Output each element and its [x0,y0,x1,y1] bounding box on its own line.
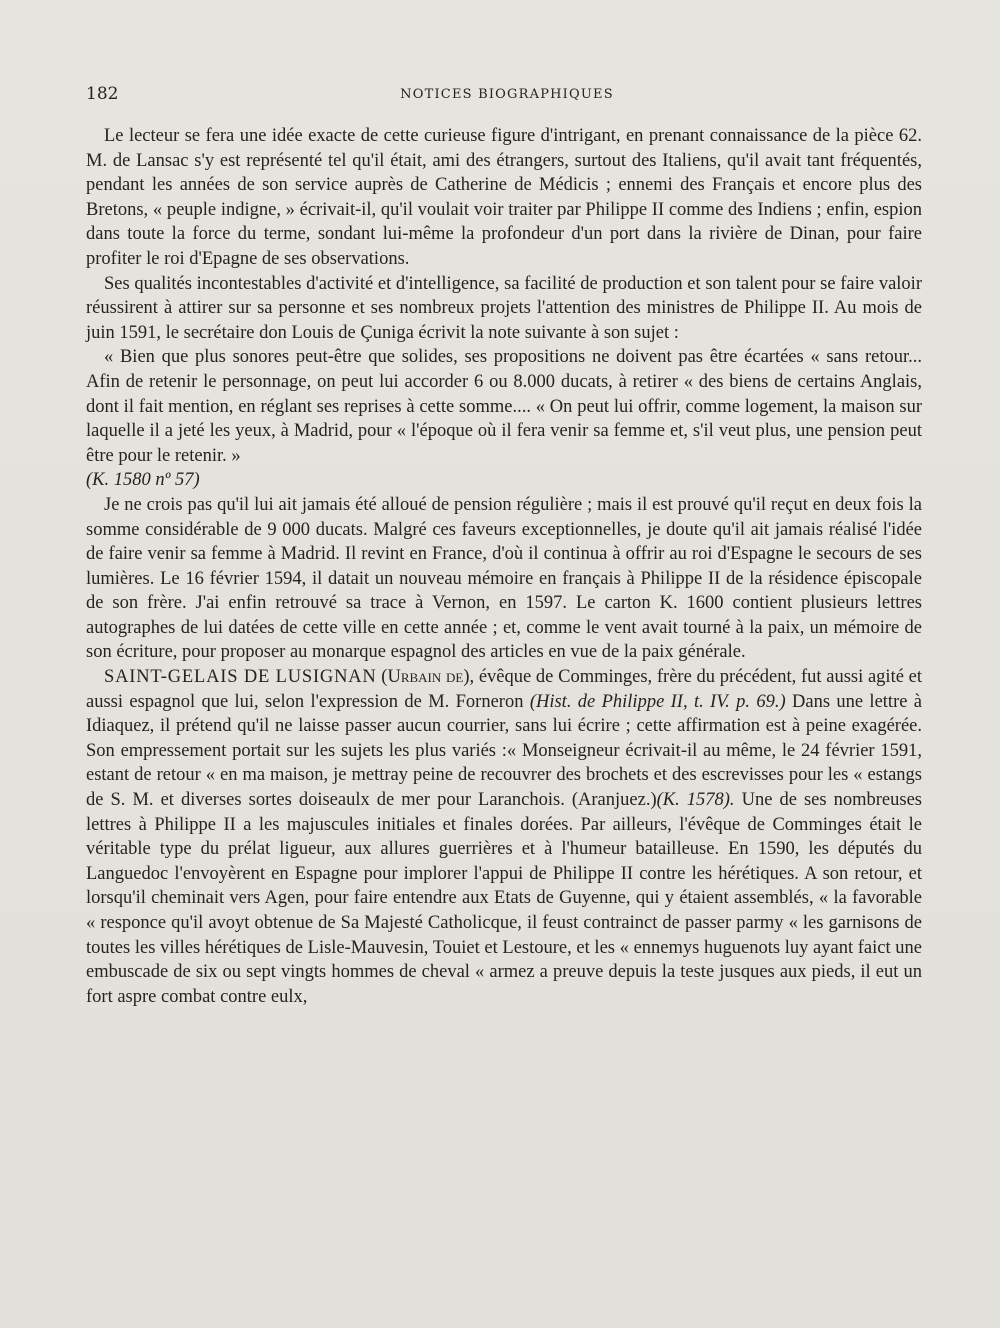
entry-text-3: Une de ses nombreuses lettres à Philippe II a les majuscules initiales et finales dorées. Par ailleurs, l'évêque de Comminges était le véritable type du prélat ligueur, aux allures guerrières et à l'humeur batailleuse. En 1590, les députés du Languedoc l'envoyèrent en Espagne pour implorer l'appui de Philippe II contre les hérétiques. A son retour, et lorsqu'il cheminait vers Agen, pour faire entendre aux Etats de Guyenne, qui y étaient assemblés, « la favorable « responce qu'il avoyt obtenue de Sa Majesté Catholicque, il feust contrainct de passer parmy « les garnisons de toutes les villes hérétiques de Lisle-Mauvesin, Touiet et Lestoure, et les « ennemys huguenots luy ayant faict une embuscade de six ou sept vingts hommes de cheval « armez a preuve depuis la teste jusques aux pieds, il eut un fort aspre combat contre eulx, [86,790,922,1007]
entry-name: SAINT-GELAIS DE LUSIGNAN [104,667,377,688]
entry-text-1: , évêque de Comminges, frère du précédent, fut aussi agité et aussi espagnol que lui, selon l'expression de M. Forneron [86,667,922,712]
page-number: 182 [86,84,119,104]
paragraph-lansac-qualities: Ses qualités incontestables d'activité et d'intelligence, sa facilité de production et son talent pour se faire valoir réussirent à attirer sur sa personne et ses nombreux projets l'attention des ministres de Philippe II. Au mois de juin 1591, le secrétaire don Louis de Çuniga écrivit la note suivante à son sujet : [86,273,922,343]
entry-given-name: (Urbain de) [381,667,470,688]
quote-cuniga-note [86,345,922,493]
reference-forneron: (Hist. de Philippe II, t. IV. p. 69.) [529,691,786,712]
running-title: NOTICES BIOGRAPHIQUES [400,87,614,102]
paragraph-lansac-intro: Le lecteur se fera une idée exacte de cette curieuse figure d'intrigant, en prenant connaissance de la pièce 62. M. de Lansac s'y est représenté tel qu'il était, ami des étrangers, surtout des Italiens, qu'il avait tant fréquentés, pendant les années de son service auprès de Catherine de Médicis ; ennemi des Français et encore plus des Bretons, « peuple indigne, » écrivait-il, qu'il voulait voir traiter par Philippe II comme des Indiens ; enfin, espion dans toute la force du terme, sondant lui-même la profondeur d'un port dans la rivière de Dinan, pour faire profiter le roi d'Epagne de ses observations. [86,126,922,269]
quote-text: « Bien que plus sonores peut-être que solides, ses propositions ne doivent pas être écartées « sans retour... Afin de retenir le personnage, on peut lui accorder 6 ou 8.000 ducats, à retirer « des biens de certains Anglais, dont il fait mention, en réglant ses reprises à cette somme.... « On peut lui offrir, comme logement, la maison sur laquelle il a jeté les yeux, à Madrid, pour « l'époque où il fera venir sa femme et, s'il veut plus, une pension peut être pour le retenir. » [86,347,922,466]
page-body [86,124,922,1009]
paragraph-lansac-pension: Je ne crois pas qu'il lui ait jamais été alloué de pension régulière ; mais il est prouvé qu'il reçut en deux fois la somme considérable de 9 000 ducats. Malgré ces faveurs exceptionnelles, je doute qu'il ait jamais réalisé l'idée de faire venir sa femme à Madrid. Il revint en France, d'où il continua à offrir au roi d'Espagne le secours de ses lumières. Le 16 février 1594, il datait un nouveau mémoire en français à Philippe II de la résidence épiscopale de son frère. J'ai enfin retrouvé sa trace à Vernon, en 1597. Le carton K. 1600 contient plusieurs lettres autographes de lui datées de cette ville en cette année ; et, comme le vent avait tourné à la paix, un mémoire de son écriture, pour proposer au monarque espagnol des articles en vue de la paix générale. [86,494,922,663]
reference-k1578: (K. 1578). [656,790,735,811]
entry-text-2: Dans une lettre à Idiaquez, il prétend qu'il ne laisse passer aucun courrier, sans lui écrire ; cette affirmation est à peine exagérée. Son empressement portait sur les sujets les plus variés :« Monseigneur écrivait-il au même, le 24 février 1591, estant de retour « en ma maison, je mettray peine de recouvrer des brochets et des escrevisses pour les « estangs de S. M. et diverses sortes doiseaulx de mer pour Laranchois. (Aranjuez.) [86,691,922,811]
page-header [86,84,922,106]
paragraph-saint-gelais [86,665,922,1009]
quote-reference: (K. 1580 nº 57) [86,470,200,491]
